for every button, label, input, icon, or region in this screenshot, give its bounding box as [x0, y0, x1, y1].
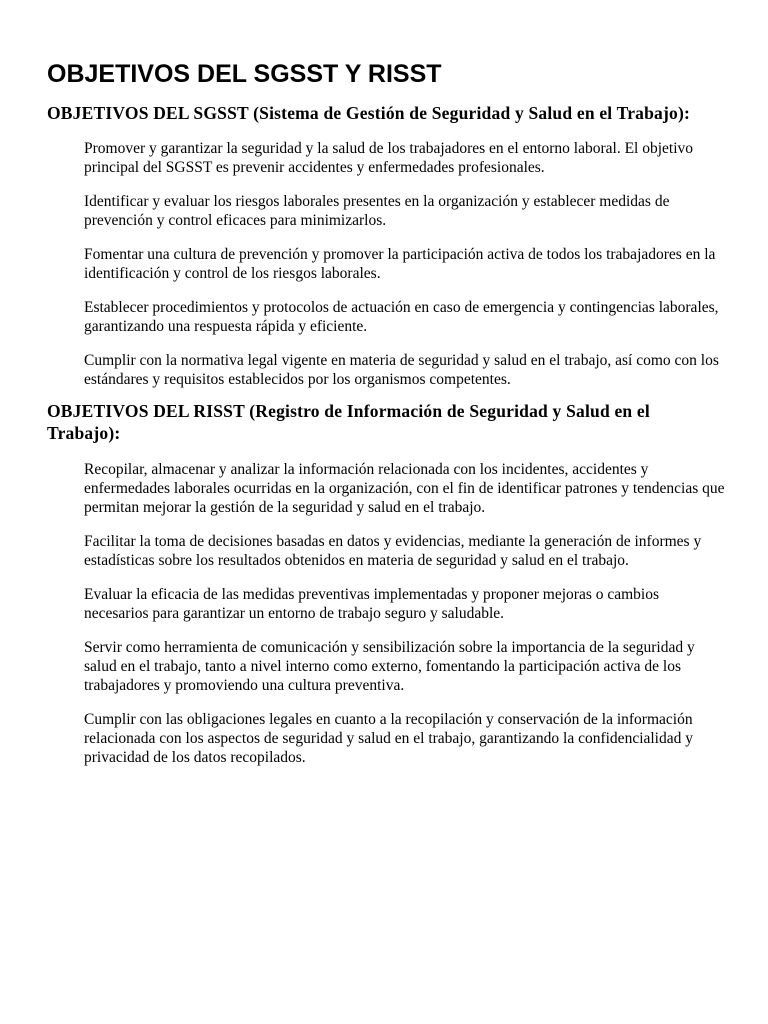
sgsst-objectives-list — [47, 139, 727, 389]
sgsst-objective-1: Promover y garantizar la seguridad y la salud de los trabajadores en el entorno laboral. El objetivo principal del SGSST es prevenir accidentes y enfermedades profesionales. — [84, 140, 694, 176]
section-heading-sgsst: OBJETIVOS DEL SGSST (Sistema de Gestión de Seguridad y Salud en el Trabajo): — [47, 103, 691, 123]
section-sgsst — [47, 102, 727, 389]
sgsst-objective-5: Cumplir con la normativa legal vigente en materia de seguridad y salud en el trabajo, así como con los estándares y requisitos establecidos por los organismos competentes. — [84, 352, 719, 388]
document-page — [47, 58, 727, 782]
section-heading-risst: OBJETIVOS DEL RISST (Registro de Información de Seguridad y Salud en el Trabajo): — [47, 401, 650, 443]
risst-objective-4: Servir como herramienta de comunicación y sensibilización sobre la importancia de la seguridad y salud en el trabajo, tanto a nivel interno como externo, fomentando la participación activa de los trabajadores y promoviendo una cultura preventiva. — [84, 639, 695, 694]
risst-objective-5: Cumplir con las obligaciones legales en cuanto a la recopilación y conservación de la información relacionada con los aspectos de seguridad y salud en el trabajo, garantizando la confidencialidad y privacidad de los datos recopilados. — [84, 711, 693, 766]
section-risst — [47, 400, 727, 767]
risst-objective-1: Recopilar, almacenar y analizar la información relacionada con los incidentes, accidentes y enfermedades laborales ocurridas en la organización, con el fin de identificar patrones y tendencias que permitan mejorar la gestión de la seguridad y salud en el trabajo. — [84, 461, 725, 516]
sgsst-objective-2: Identificar y evaluar los riesgos laborales presentes en la organización y establecer medidas de prevención y control eficaces para minimizarlos. — [84, 193, 670, 229]
sgsst-objective-3: Fomentar una cultura de prevención y promover la participación activa de todos los trabajadores en la identificación y control de los riesgos laborales. — [84, 246, 716, 282]
risst-objective-2: Facilitar la toma de decisiones basadas en datos y evidencias, mediante la generación de informes y estadísticas sobre los resultados obtenidos en materia de seguridad y salud en el trabajo. — [84, 533, 702, 569]
risst-objectives-list — [47, 460, 727, 767]
sgsst-objective-4: Establecer procedimientos y protocolos de actuación en caso de emergencia y contingencias laborales, garantizando una respuesta rápida y eficiente. — [84, 299, 719, 335]
page-title: OBJETIVOS DEL SGSST Y RISST — [47, 60, 442, 88]
risst-objective-3: Evaluar la eficacia de las medidas preventivas implementadas y proponer mejoras o cambios necesarios para garantizar un entorno de trabajo seguro y saludable. — [84, 586, 660, 622]
